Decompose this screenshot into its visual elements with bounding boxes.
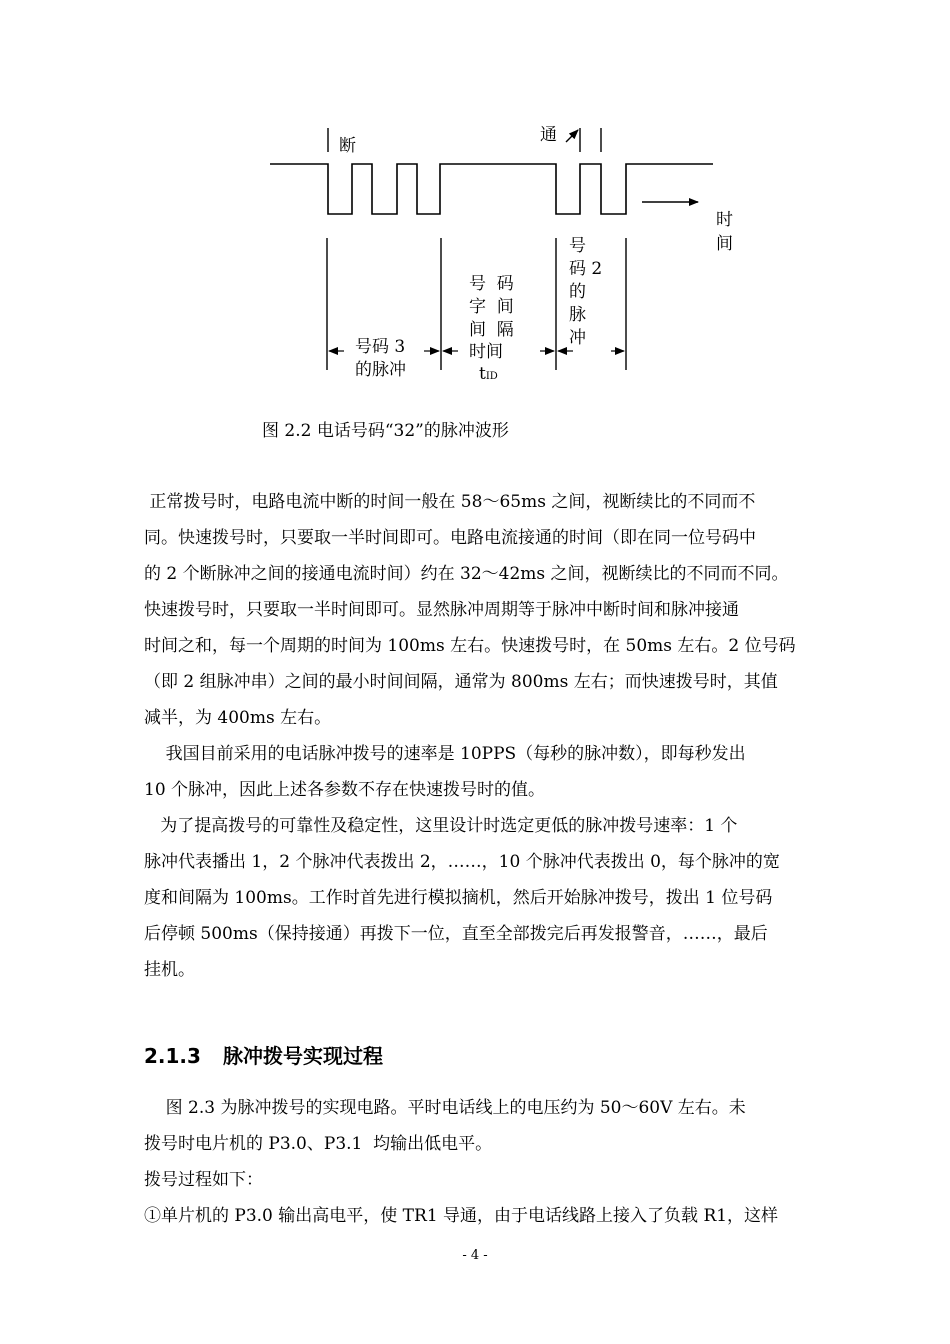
text-line: 同。快速拨号时，只要取一半时间即可。电路电流接通的时间（即在同一位号码中 — [144, 528, 756, 548]
text-line: 拨号过程如下： — [144, 1170, 263, 1190]
label-interval-3: 间 隔 — [469, 320, 514, 340]
label-code2-4: 脉 — [569, 305, 586, 325]
section-title: 脉冲拨号实现过程 — [222, 1044, 383, 1068]
label-interval-4: 时间 — [469, 342, 503, 362]
label-code3-2: 的脉冲 — [355, 360, 406, 380]
text-line: 脉冲代表播出 1，2 个脉冲代表拨出 2，……，10 个脉冲代表拨出 0，每个脉冲的宽 — [144, 852, 780, 872]
body-paragraph — [144, 484, 812, 736]
label-code2-5: 冲 — [569, 328, 586, 348]
text-line: 后停顿 500ms（保持接通）再拨下一位，直至全部拨完后再发报警音，……，最后 — [144, 924, 768, 944]
text-line: 快速拨号时，只要取一半时间即可。显然脉冲周期等于脉冲中断时间和脉冲接通 — [144, 600, 739, 620]
label-code2-2: 码 2 — [569, 259, 603, 279]
text-line: 时间之和，每一个周期的时间为 100ms 左右。快速拨号时，在 50ms 左右。2 位号码 — [144, 636, 796, 656]
body-paragraph — [144, 736, 812, 808]
section-paragraph — [144, 1162, 812, 1198]
label-time-1: 时 — [716, 210, 733, 230]
text-line: 我国目前采用的电话脉冲拨号的速率是 10PPS（每秒的脉冲数），即每秒发出 — [144, 744, 746, 764]
text-line: ①单片机的 P3.0 输出高电平，使 TR1 导通，由于电话线路上接入了负载 R1，这样 — [144, 1206, 779, 1226]
text-line: 拨号时电片机的 P3.0、P3.1 均输出低电平。 — [144, 1134, 493, 1154]
body-paragraph — [144, 808, 812, 988]
section-paragraph — [144, 1198, 812, 1234]
text-line: 度和间隔为 100ms。工作时首先进行模拟摘机，然后开始脉冲拨号，拨出 1 位号码 — [144, 888, 773, 908]
label-interval-tid: tID — [479, 364, 498, 384]
label-connect: 通 — [540, 125, 557, 145]
text-line: 减半，为 400ms 左右。 — [144, 708, 332, 728]
label-code2-1: 号 — [569, 236, 586, 256]
text-line: 为了提高拨号的可靠性及稳定性，这里设计时选定更低的脉冲拨号速率：1 个 — [144, 816, 738, 836]
label-code2-3: 的 — [569, 282, 586, 302]
text-line: 图 2.3 为脉冲拨号的实现电路。平时电话线上的电压约为 50～60V 左右。未 — [144, 1098, 746, 1118]
section-heading — [144, 1040, 383, 1069]
label-interval-1: 号 码 — [469, 274, 514, 294]
page-number: - 4 - — [462, 1248, 488, 1263]
text-line: 挂机。 — [144, 960, 195, 980]
figure-caption: 图 2.2 电话号码“32”的脉冲波形 — [262, 421, 509, 441]
label-code3-1: 号码 3 — [355, 337, 406, 357]
text-line: 正常拨号时，电路电流中断的时间一般在 58～65ms 之间，视断续比的不同而不 — [144, 492, 756, 512]
label-break: 断 — [339, 136, 356, 156]
body-text — [144, 484, 812, 988]
section-body-text — [144, 1090, 812, 1234]
label-time-2: 间 — [716, 234, 733, 254]
text-line: 10 个脉冲，因此上述各参数不存在快速拨号时的值。 — [144, 780, 546, 800]
text-line: 的 2 个断脉冲之间的接通电流时间）约在 32～42ms 之间，视断续比的不同而不同。 — [144, 564, 789, 584]
tong-pointer-arrow — [566, 130, 578, 142]
section-paragraph — [144, 1090, 812, 1162]
text-line: （即 2 组脉冲串）之间的最小时间间隔，通常为 800ms 左右；而快速拨号时，其值 — [144, 672, 778, 692]
label-interval-2: 字 间 — [469, 297, 514, 317]
section-number: 2.1.3 — [144, 1044, 201, 1068]
pulse-waveform-line — [270, 164, 713, 214]
pulse-waveform-figure — [0, 0, 950, 400]
